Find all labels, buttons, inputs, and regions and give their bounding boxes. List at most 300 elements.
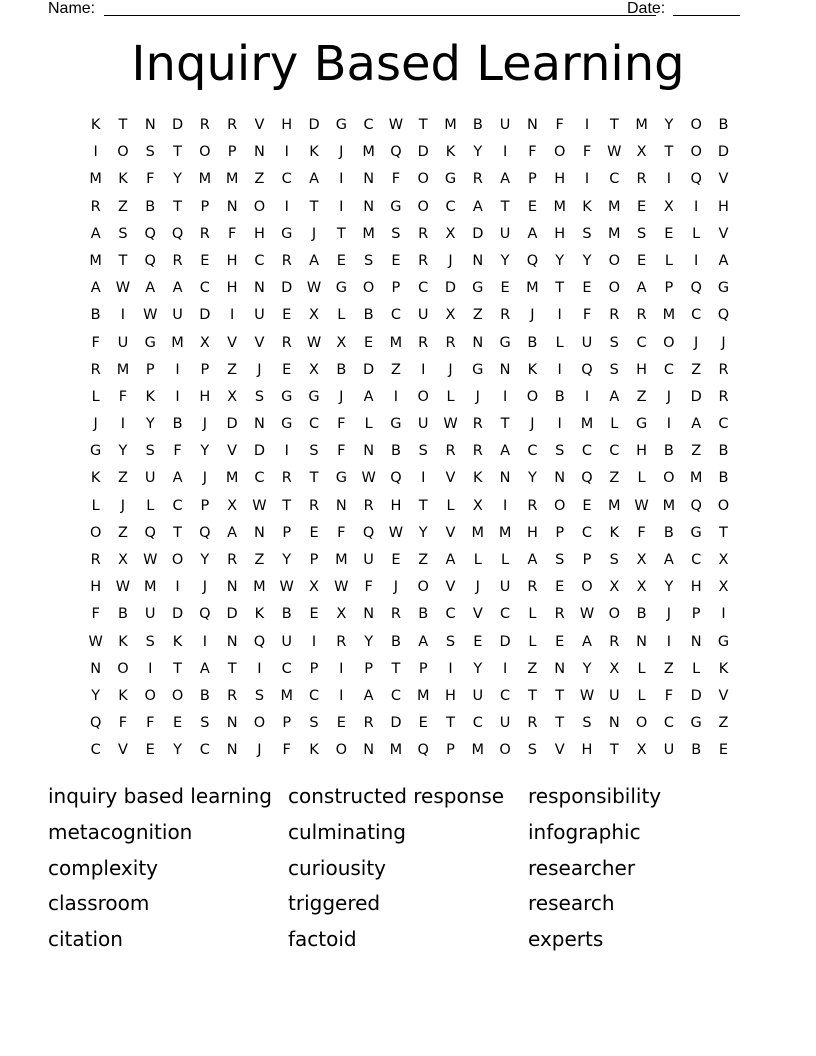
grid-letter: L — [555, 334, 564, 351]
grid-letter: J — [202, 579, 207, 596]
grid-letter: T — [609, 117, 619, 133]
grid-letter: R — [472, 171, 483, 188]
grid-letter: F — [391, 171, 401, 188]
grid-letter: D — [199, 307, 211, 324]
grid-letter: N — [554, 660, 566, 677]
grid-letter: K — [118, 633, 128, 650]
grid-letter: I — [175, 579, 180, 596]
grid-letter: A — [309, 252, 319, 269]
grid-letter: S — [145, 633, 155, 650]
grid-letter: N — [226, 742, 238, 759]
grid-row — [82, 493, 737, 520]
grid-letter: H — [445, 687, 456, 704]
grid-letter: L — [637, 687, 646, 704]
grid-letter: O — [417, 579, 429, 596]
grid-letter: A — [199, 660, 210, 677]
grid-letter: B — [691, 742, 702, 759]
grid-letter: I — [93, 144, 98, 161]
grid-letter: X — [445, 225, 456, 242]
grid-letter: T — [173, 660, 182, 677]
grid-row — [82, 683, 737, 710]
grid-letter: B — [117, 606, 128, 623]
grid-letter: I — [694, 198, 699, 215]
grid-letter: O — [553, 144, 566, 161]
grid-letter: N — [363, 443, 375, 460]
grid-letter: U — [144, 470, 156, 487]
grid-letter: M — [553, 198, 566, 215]
grid-letter: N — [636, 633, 648, 650]
grid-letter: W — [388, 524, 404, 541]
grid-letter: K — [718, 660, 729, 677]
grid-letter: J — [202, 470, 207, 487]
grid-letter: A — [663, 552, 674, 568]
grid-letter: R — [718, 361, 729, 378]
grid-letter: Y — [364, 633, 374, 650]
grid-letter: V — [254, 117, 265, 133]
grid-letter: W — [443, 416, 458, 433]
grid-letter: J — [257, 742, 262, 759]
grid-letter: O — [171, 687, 184, 704]
grid-letter: E — [527, 198, 537, 215]
grid-letter: A — [718, 252, 729, 269]
grid-letter: J — [721, 334, 726, 351]
grid-letter: J — [448, 361, 453, 378]
grid-letter: T — [282, 497, 292, 514]
grid-letter: C — [663, 715, 674, 732]
grid-letter: M — [89, 252, 102, 269]
grid-letter: G — [144, 334, 156, 351]
grid-letter: Z — [117, 470, 128, 487]
grid-letter: T — [227, 660, 237, 677]
grid-row — [82, 710, 737, 737]
grid-letter: B — [199, 687, 210, 704]
grid-letter: I — [666, 171, 672, 188]
grid-letter: M — [580, 416, 594, 433]
grid-letter: B — [336, 361, 347, 378]
grid-letter: M — [389, 742, 403, 759]
grid-letter: E — [172, 715, 183, 732]
grid-letter: R — [609, 307, 620, 324]
grid-letter: H — [718, 198, 729, 215]
grid-letter: U — [499, 579, 511, 596]
grid-letter: I — [448, 660, 453, 677]
grid-letter: Q — [690, 280, 702, 297]
grid-letter: M — [389, 334, 403, 351]
grid-letter: O — [717, 497, 730, 514]
grid-letter: I — [202, 633, 207, 650]
grid-letter: B — [363, 307, 374, 324]
grid-letter: A — [691, 416, 702, 433]
grid-letter: A — [172, 280, 183, 297]
grid-row — [82, 574, 737, 601]
grid-letter: A — [527, 225, 538, 242]
grid-letter: G — [717, 633, 730, 650]
grid-letter: F — [118, 715, 128, 732]
grid-letter: N — [335, 497, 347, 514]
grid-letter: T — [500, 198, 510, 215]
grid-letter: Q — [690, 171, 702, 188]
grid-letter: S — [527, 742, 537, 759]
grid-letter: Y — [527, 470, 537, 487]
grid-letter: B — [636, 606, 647, 623]
grid-letter: F — [555, 117, 564, 133]
grid-letter: K — [473, 470, 483, 487]
grid-letter: X — [445, 307, 456, 324]
grid-letter: C — [254, 470, 265, 487]
grid-letter: O — [417, 198, 429, 215]
grid-letter: C — [308, 687, 320, 704]
grid-letter: I — [339, 198, 344, 215]
grid-letter: R — [636, 171, 647, 188]
grid-letter: Z — [227, 361, 238, 378]
grid-letter: H — [199, 388, 211, 405]
grid-letter: E — [582, 497, 592, 514]
grid-letter: R — [445, 334, 456, 351]
grid-letter: O — [171, 552, 184, 568]
grid-letter: S — [364, 252, 374, 269]
grid-letter: G — [335, 280, 347, 297]
grid-letter: G — [281, 225, 293, 242]
grid-letter: J — [311, 225, 317, 242]
grid-letter: X — [718, 552, 729, 568]
grid-letter: D — [690, 388, 702, 405]
grid-letter: Q — [690, 497, 702, 514]
grid-letter: I — [584, 171, 590, 188]
grid-letter: C — [445, 606, 456, 623]
grid-letter: J — [202, 416, 207, 433]
grid-letter: I — [584, 388, 590, 405]
grid-letter: O — [253, 715, 266, 732]
grid-letter: L — [637, 660, 646, 677]
grid-letter: O — [89, 524, 102, 541]
grid-letter: C — [172, 497, 183, 514]
grid-letter: F — [528, 144, 537, 161]
grid-letter: X — [472, 497, 483, 514]
grid-letter: P — [200, 497, 210, 514]
grid-letter: O — [581, 579, 593, 596]
grid-letter: U — [254, 307, 265, 324]
grid-letter: I — [502, 388, 508, 405]
grid-letter: U — [581, 334, 593, 351]
grid-letter: R — [227, 552, 238, 568]
grid-letter: F — [91, 334, 100, 351]
grid-letter: R — [718, 388, 729, 405]
grid-letter: R — [363, 497, 374, 514]
grid-letter: N — [226, 198, 238, 215]
grid-letter: V — [227, 334, 238, 351]
grid-letter: T — [664, 144, 674, 161]
grid-row — [82, 194, 737, 221]
grid-letter: T — [173, 144, 182, 161]
grid-letter: R — [472, 443, 483, 460]
grid-letter: P — [418, 660, 428, 677]
grid-letter: X — [336, 606, 347, 623]
grid-letter: Z — [117, 198, 128, 215]
grid-letter: R — [390, 606, 401, 623]
grid-letter: W — [607, 144, 622, 161]
grid-letter: C — [199, 742, 210, 759]
grid-row — [82, 357, 737, 384]
grid-row — [82, 601, 737, 628]
name-field[interactable] — [104, 15, 656, 16]
grid-letter: R — [199, 225, 210, 242]
grid-letter: E — [336, 252, 346, 269]
word-bank-item: infographic — [528, 819, 641, 844]
grid-letter: Q — [89, 715, 102, 732]
grid-letter: M — [416, 687, 430, 704]
date-field[interactable] — [673, 15, 740, 16]
grid-letter: U — [472, 687, 484, 704]
grid-letter: Y — [282, 552, 292, 568]
grid-letter: U — [499, 225, 511, 242]
grid-letter: X — [199, 334, 210, 351]
grid-letter: B — [281, 606, 292, 623]
grid-letter: H — [90, 579, 102, 596]
grid-letter: O — [499, 742, 511, 759]
grid-letter: T — [719, 524, 728, 541]
grid-letter: O — [253, 198, 266, 215]
grid-row — [82, 737, 737, 764]
grid-letter: S — [200, 715, 210, 732]
grid-letter: M — [225, 470, 239, 487]
word-bank-item: culminating — [288, 819, 406, 844]
grid-letter: I — [502, 497, 508, 514]
grid-letter: N — [90, 660, 102, 677]
word-bank-column — [288, 779, 504, 958]
grid-letter: C — [718, 416, 729, 433]
grid-letter: X — [309, 307, 319, 324]
grid-letter: S — [555, 443, 565, 460]
grid-letter: B — [390, 633, 401, 650]
grid-letter: G — [717, 280, 730, 297]
grid-letter: R — [500, 307, 511, 324]
grid-letter: V — [117, 742, 128, 759]
grid-letter: M — [116, 361, 130, 378]
grid-letter: E — [718, 742, 729, 759]
grid-letter: A — [636, 280, 647, 297]
grid-letter: L — [91, 497, 100, 514]
grid-letter: E — [418, 715, 428, 732]
grid-letter: Q — [417, 742, 429, 759]
grid-letter: S — [309, 443, 319, 460]
word-bank-item: citation — [48, 927, 123, 952]
grid-letter: I — [284, 443, 289, 460]
grid-letter: U — [499, 715, 511, 732]
grid-letter: C — [527, 443, 538, 460]
grid-letter: P — [582, 552, 592, 568]
grid-letter: M — [471, 742, 485, 759]
grid-letter: V — [254, 334, 265, 351]
grid-letter: B — [390, 443, 401, 460]
grid-letter: J — [120, 497, 126, 514]
grid-letter: O — [335, 742, 348, 759]
grid-letter: G — [635, 416, 648, 433]
grid-letter: O — [663, 470, 675, 487]
grid-letter: H — [390, 497, 402, 514]
grid-letter: I — [120, 416, 126, 433]
grid-letter: X — [636, 579, 647, 596]
grid-letter: R — [308, 497, 320, 514]
grid-letter: X — [609, 660, 620, 677]
grid-letter: Q — [144, 252, 156, 269]
grid-letter: Z — [527, 660, 538, 677]
grid-letter: S — [582, 715, 592, 732]
grid-letter: N — [499, 361, 511, 378]
grid-letter: C — [281, 171, 292, 188]
grid-letter: C — [581, 443, 593, 460]
grid-letter: E — [145, 742, 155, 759]
grid-letter: Q — [717, 307, 730, 324]
grid-letter: M — [362, 144, 375, 161]
grid-letter: W — [634, 497, 649, 514]
grid-letter: Z — [691, 361, 702, 378]
grid-letter: G — [335, 117, 347, 133]
grid-letter: V — [227, 443, 238, 460]
grid-letter: I — [339, 660, 344, 677]
grid-letter: S — [254, 388, 265, 405]
grid-letter: O — [690, 144, 702, 161]
grid-letter: K — [90, 470, 101, 487]
grid-letter: E — [637, 198, 647, 215]
grid-letter: P — [282, 715, 292, 732]
grid-letter: B — [554, 388, 565, 405]
grid-letter: X — [636, 742, 647, 759]
grid-letter: O — [117, 144, 129, 161]
grid-letter: I — [284, 198, 289, 215]
grid-letter: Q — [171, 225, 184, 242]
grid-letter: O — [553, 497, 566, 514]
grid-letter: V — [445, 579, 456, 596]
grid-letter: W — [252, 497, 267, 514]
grid-letter: R — [172, 252, 183, 269]
grid-row — [82, 139, 737, 166]
grid-letter: Y — [473, 144, 483, 161]
grid-letter: H — [554, 225, 566, 242]
grid-letter: U — [144, 606, 156, 623]
grid-letter: A — [582, 633, 592, 650]
word-bank-item: responsibility — [528, 784, 662, 808]
grid-letter: X — [227, 388, 238, 405]
grid-letter: T — [309, 198, 319, 215]
word-bank-item: curiousity — [288, 855, 387, 880]
grid-letter: D — [363, 361, 375, 378]
grid-letter: S — [609, 334, 619, 351]
grid-letter: W — [115, 280, 131, 297]
grid-letter: G — [390, 416, 402, 433]
grid-letter: M — [253, 579, 266, 596]
grid-letter: W — [361, 470, 376, 487]
grid-letter: J — [530, 416, 535, 433]
grid-letter: I — [694, 252, 699, 269]
grid-letter: W — [279, 579, 294, 596]
grid-letter: F — [91, 606, 100, 623]
grid-letter: K — [309, 742, 319, 759]
grid-letter: L — [528, 606, 537, 623]
grid-letter: E — [391, 552, 401, 568]
grid-letter: G — [444, 171, 457, 188]
grid-letter: M — [89, 171, 102, 188]
grid-letter: Y — [173, 742, 182, 759]
grid-letter: C — [199, 280, 210, 297]
word-bank-item: factoid — [288, 927, 357, 952]
page-title: Inquiry Based Learning — [131, 36, 685, 92]
grid-letter: I — [393, 388, 399, 405]
grid-letter: V — [718, 687, 729, 704]
grid-letter: O — [117, 660, 129, 677]
grid-letter: Q — [390, 470, 402, 487]
grid-letter: V — [718, 171, 729, 188]
grid-letter: N — [472, 252, 484, 269]
grid-letter: U — [172, 307, 183, 324]
grid-letter: O — [417, 388, 429, 405]
grid-letter: E — [336, 715, 346, 732]
grid-letter: Y — [664, 117, 674, 133]
grid-letter: C — [445, 198, 456, 215]
grid-letter: I — [175, 361, 180, 378]
grid-letter: E — [391, 252, 401, 269]
grid-letter: Y — [91, 687, 101, 704]
grid-letter: B — [418, 606, 429, 623]
grid-letter: O — [608, 252, 620, 269]
grid-letter: H — [581, 742, 593, 759]
grid-letter: C — [581, 524, 593, 541]
grid-letter: Y — [118, 443, 128, 460]
grid-letter: N — [363, 171, 375, 188]
grid-row — [82, 166, 737, 193]
grid-letter: A — [227, 524, 238, 541]
grid-letter: R — [418, 252, 429, 269]
grid-letter: G — [690, 715, 702, 732]
grid-letter: J — [448, 252, 453, 269]
grid-letter: M — [225, 171, 239, 188]
grid-letter: L — [501, 552, 510, 568]
grid-letter: C — [281, 660, 292, 677]
word-bank-item: metacognition — [48, 819, 193, 844]
grid-letter: E — [364, 334, 374, 351]
grid-letter: B — [472, 117, 483, 133]
grid-letter: Q — [144, 524, 156, 541]
grid-letter: F — [146, 171, 155, 188]
header-row — [48, 0, 744, 20]
grid-letter: I — [584, 117, 590, 133]
grid-letter: D — [226, 606, 238, 623]
word-bank-item: constructed response — [288, 784, 505, 808]
grid-letter: Y — [200, 443, 210, 460]
grid-letter: Z — [691, 443, 702, 460]
grid-letter: D — [390, 715, 402, 732]
grid-letter: S — [582, 225, 592, 242]
grid-letter: J — [530, 307, 535, 324]
grid-row — [82, 112, 737, 139]
grid-letter: F — [337, 443, 346, 460]
grid-letter: O — [663, 334, 675, 351]
grid-letter: I — [666, 633, 672, 650]
grid-letter: I — [175, 388, 180, 405]
grid-letter: I — [339, 171, 344, 188]
grid-letter: D — [417, 144, 429, 161]
grid-letter: F — [664, 687, 674, 704]
grid-letter: H — [226, 252, 238, 269]
grid-letter: I — [421, 470, 426, 487]
grid-letter: E — [582, 280, 592, 297]
grid-letter: L — [473, 552, 482, 568]
grid-letter: Y — [664, 579, 674, 596]
grid-letter: T — [418, 117, 428, 133]
grid-letter: U — [608, 687, 620, 704]
grid-letter: Q — [199, 606, 211, 623]
grid-letter: C — [636, 334, 647, 351]
grid-letter: G — [90, 443, 102, 460]
